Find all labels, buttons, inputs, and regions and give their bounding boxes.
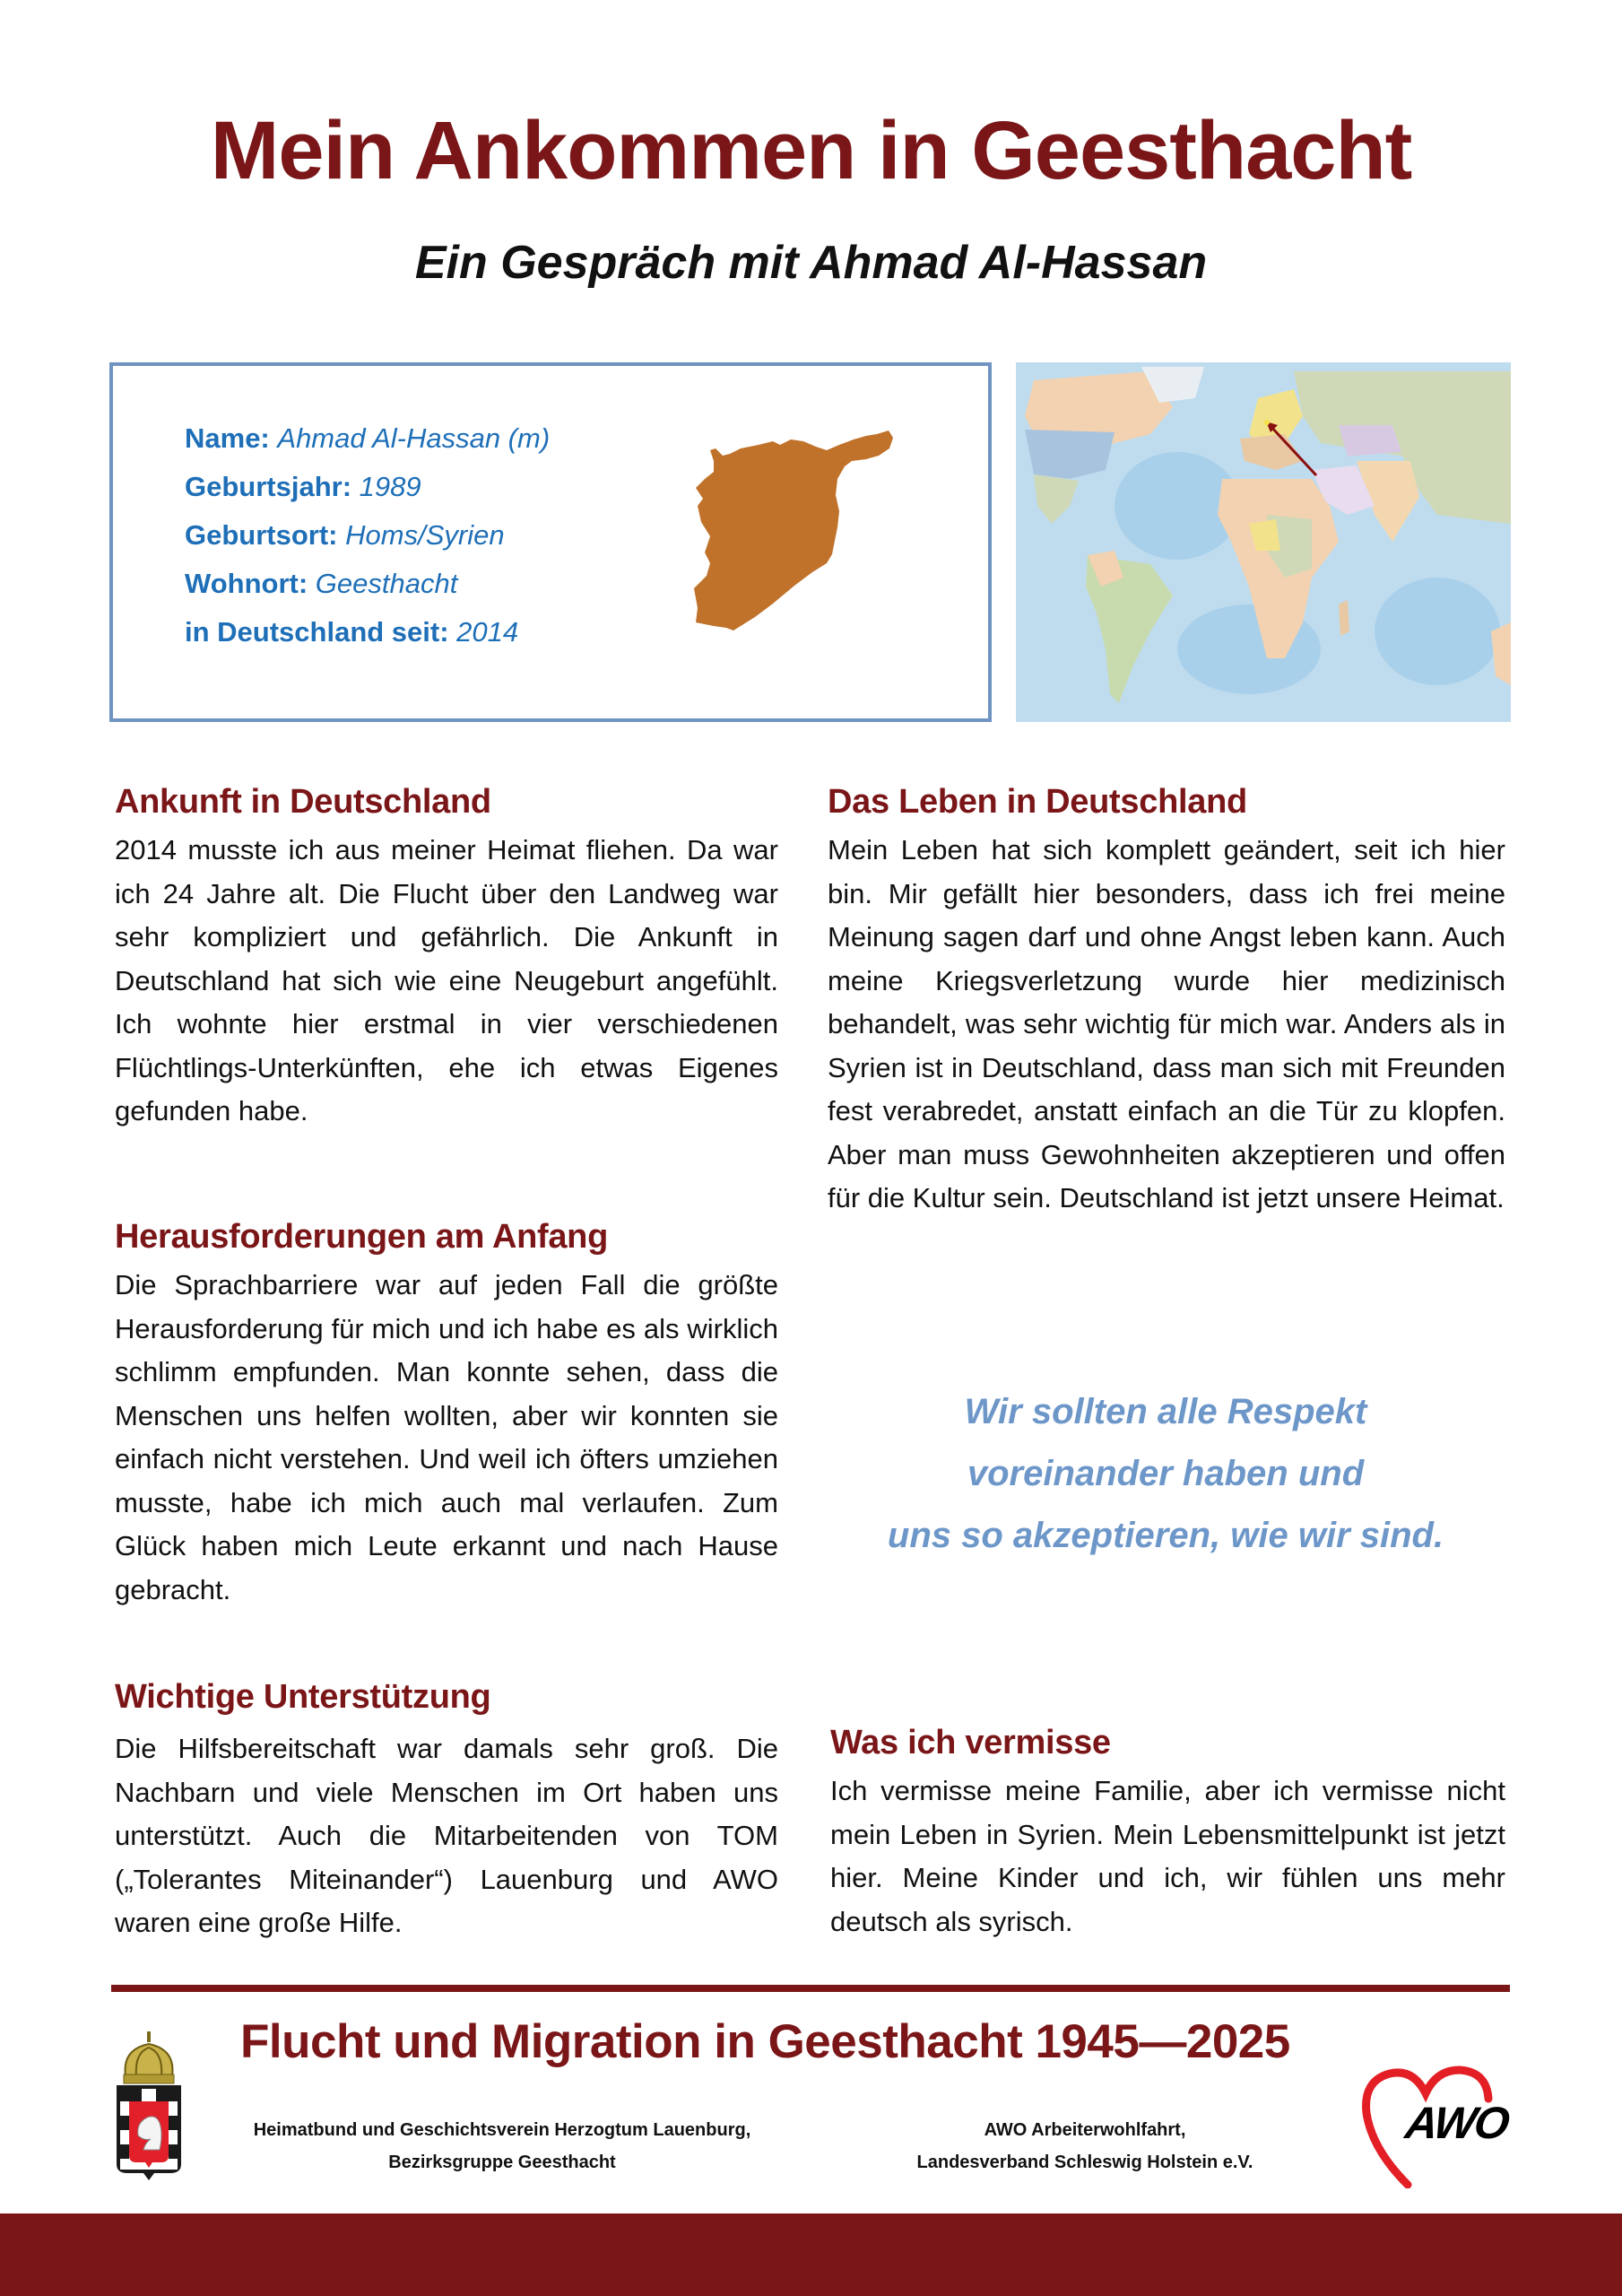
section-heading: Das Leben in Deutschland [828,783,1247,821]
profile-value: Geesthacht [315,568,458,599]
section-body: Ich vermisse meine Familie, aber ich vermisse nicht mein Leben in Syrien. Mein Lebensmittelpunkt ist jetzt hier. Meine Kinder und ich, wir fühlen uns mehr deutsch als syrisch. [830,1775,1505,1937]
page-subtitle: Ein Gespräch mit Ahmad Al-Hassan [414,237,1208,289]
profile-row-residence [185,560,550,608]
profile-label: in Deutschland seit: [185,616,449,648]
world-map-graphic [1016,362,1511,722]
section-challenges [115,1213,778,1612]
quote-line: voreinander haben und [967,1454,1365,1493]
awo-logo-text: AWO [1402,2098,1512,2148]
section-heading: Wichtige Unterstützung [115,1678,491,1716]
org-awo [852,2114,1318,2179]
profile-row-birthplace [185,511,550,560]
page-title: Mein Ankommen in Geesthacht [210,105,1412,196]
profile-label: Geburtsort: [185,519,338,551]
org-line: Landesverband Schleswig Holstein e.V. [916,2152,1253,2172]
section-heading: Ankunft in Deutschland [115,783,491,821]
section-heading: Was ich vermisse [830,1724,1111,1761]
section-body: Die Sprachbarriere war auf jeden Fall die größte Herausforderung für mich und ich habe es als wirklich schlimm empfunden. Man konnte sehen, dass die Menschen uns helfen wollten, aber wir konnten sie einfach nicht verstehen. Und weil ich öfters umziehen musste, habe ich mich auch mal verlaufen. Zum Glück haben mich Leute erkannt und nach Hause gebracht. [115,1269,778,1605]
footer-divider [111,1985,1510,1992]
coat-of-arms-icon [115,2030,183,2182]
profile-card [109,362,992,722]
pull-quote [834,1381,1497,1567]
profile-label: Geburtsjahr: [185,471,352,502]
section-support [115,1674,778,1945]
section-body: Die Hilfsbereitschaft war damals sehr groß. Die Nachbarn und viele Menschen im Ort haben uns unterstützt. Auch die Mitarbeitenden von TOM („Tolerantes Miteinander“) Lauenburg und AWO waren eine große Hilfe. [115,1733,778,1938]
profile-row-in-germany-since [185,608,550,657]
org-line: Bezirksgruppe Geesthacht [388,2152,616,2172]
profile-row-name [185,414,550,463]
org-line: AWO Arbeiterwohlfahrt, [984,2120,1186,2140]
section-heading: Herausforderungen am Anfang [115,1218,609,1256]
section-what-i-miss [830,1719,1505,1944]
profile-label: Name: [185,422,270,454]
section-arrival [115,778,778,1134]
section-body: Mein Leben hat sich komplett geändert, seit ich hier bin. Mir gefällt hier besonders, dass ich frei meine Meinung sagen darf und ohne Angst leben kann. Auch meine Kriegsverletzung wurde hier medizinisch behandelt, was sehr wichtig für mich war. Anders als in Syrien ist in Deutschland, dass man sich mit Freunden fest verabredet, anstatt einfach an die Tür zu klopfen. Aber man muss Gewohnheiten akzeptieren und offen für die Kultur sein. Deutschland ist jetzt unsere Heimat. [828,834,1505,1213]
footer-title: Flucht und Migration in Geesthacht 1945—2025 [240,2015,1290,2068]
quote-line: Wir sollten alle Respekt [964,1392,1367,1431]
profile-facts [185,414,550,657]
profile-row-birth-year [185,463,550,511]
world-map-image [1016,362,1511,722]
profile-value: 1989 [359,471,421,502]
quote-line: uns so akzeptieren, wie wir sind. [887,1516,1444,1555]
profile-value: 2014 [456,616,519,648]
section-body: 2014 musste ich aus meiner Heimat fliehen. Da war ich 24 Jahre alt. Die Flucht über den Landweg war sehr kompliziert und gefährlich. Die Ankunft in Deutschland hat sich wie eine Neugeburt angefühlt. Ich wohnte hier erstmal in vier verschiedenen Flüchtlings-Unterkünften, ehe ich etwas Eigenes gefunden habe. [115,834,778,1126]
org-heimatbund [206,2114,798,2179]
bottom-color-band [0,2213,1622,2296]
syria-map-icon [687,429,929,635]
profile-value: Ahmad Al-Hassan (m) [277,422,551,454]
section-life-in-germany [828,778,1505,1221]
profile-value: Homs/Syrien [345,519,505,551]
org-line: Heimatbund und Geschichtsverein Herzogtum Lauenburg, [253,2120,751,2140]
profile-label: Wohnort: [185,568,308,599]
